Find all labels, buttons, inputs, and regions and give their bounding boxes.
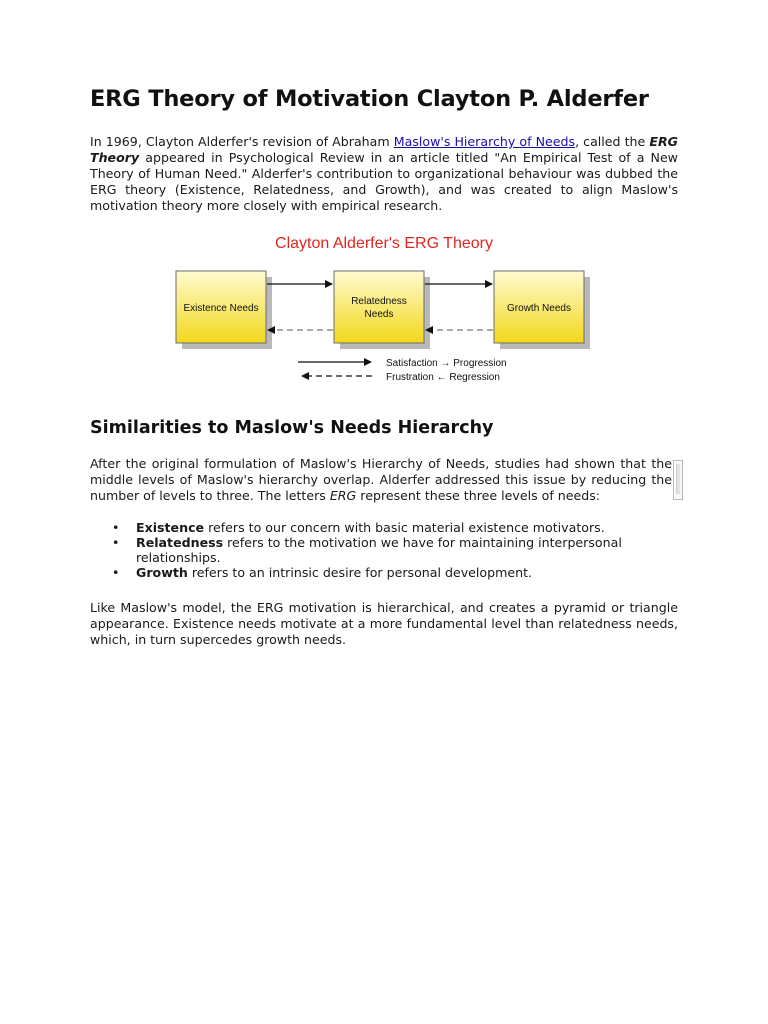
diagram-title: Clayton Alderfer's ERG Theory bbox=[275, 235, 493, 252]
page-title: ERG Theory of Motivation Clayton P. Alderfer bbox=[90, 86, 649, 112]
erg-emphasis: ERG bbox=[329, 488, 357, 503]
list-item-text: refers to an intrinsic desire for personal development. bbox=[187, 565, 533, 580]
list-item-text: refers to our concern with basic material existence motivators. bbox=[204, 520, 605, 535]
growth-label: Growth Needs bbox=[507, 303, 571, 314]
maslow-hierarchy-link[interactable]: Maslow's Hierarchy of Needs bbox=[393, 134, 576, 149]
section-text-1: After the original formulation of Maslow's Hierarchy of Needs, studies had shown that the middle levels of Maslow's hierarchy overlap. Alderfer addressed this issue by reducing the number of levels to three. The letters bbox=[90, 456, 672, 503]
legend-satisfaction-label: Satisfaction → Progression bbox=[386, 358, 507, 369]
list-item-term: Existence bbox=[136, 520, 205, 535]
embedded-scrollbar[interactable] bbox=[673, 460, 683, 500]
intro-text-1: In 1969, Clayton Alderfer's revision of Abraham bbox=[90, 134, 394, 149]
needs-list bbox=[90, 520, 630, 580]
section-heading: Similarities to Maslow's Needs Hierarchy bbox=[90, 418, 494, 438]
list-item-text: refers to the motivation we have for maintaining interpersonal relationships. bbox=[136, 535, 622, 565]
closing-paragraph: Like Maslow's model, the ERG motivation is hierarchical, and creates a pyramid or triangle appearance. Existence needs motivate at a more fundamental level than relatedness needs, which, in turn supercedes growth needs. bbox=[90, 600, 678, 647]
list-item-term: Relatedness bbox=[136, 535, 224, 550]
list-item-term: Growth bbox=[136, 565, 188, 580]
erg-diagram bbox=[168, 224, 600, 390]
existence-label: Existence Needs bbox=[183, 303, 259, 314]
relatedness-box bbox=[334, 271, 424, 343]
legend-frustration-label: Frustration ← Regression bbox=[386, 372, 500, 383]
section-paragraph bbox=[90, 456, 672, 504]
section-text-2: represent these three levels of needs: bbox=[356, 488, 601, 503]
relatedness-label-line: Needs bbox=[364, 309, 394, 320]
intro-text-3: appeared in Psychological Review in an article titled "An Empirical Test of a New Theory of Human Need." Alderfer's contribution to organizational behaviour was dubbed the ERG theory (Existence, Relatedness, and Growth), and was created to align Maslow's motivation theory more closely with empirical research. bbox=[90, 150, 678, 213]
intro-text-2: , called the bbox=[575, 134, 650, 149]
list-item bbox=[90, 535, 630, 565]
intro-paragraph bbox=[90, 134, 678, 214]
list-item bbox=[90, 565, 630, 580]
list-item bbox=[90, 520, 630, 535]
erg-theory-emphasis: ERG Theory bbox=[90, 134, 679, 165]
relatedness-label-line: Relatedness bbox=[351, 296, 407, 307]
